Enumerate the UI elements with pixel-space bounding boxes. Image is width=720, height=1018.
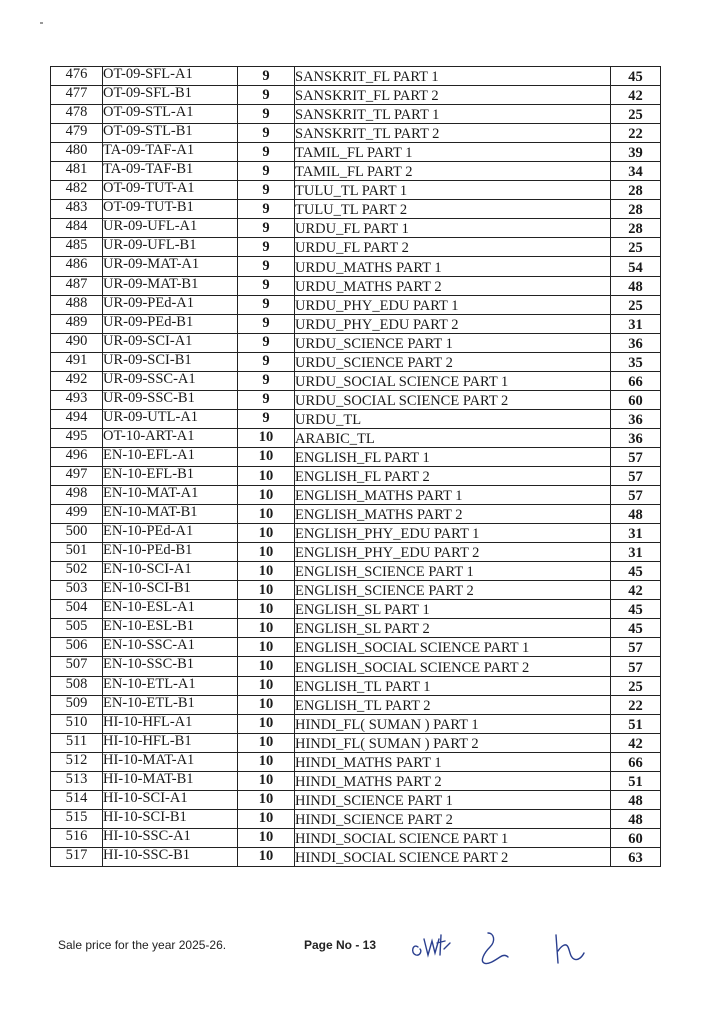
book-code-cell: UR-09-SSC-A1 [103,371,238,390]
table-row [51,409,661,428]
price-cell: 48 [611,505,661,524]
table-row [51,371,661,390]
book-title-cell: SANSKRIT_FL PART 2 [295,86,611,105]
table-row [51,619,661,638]
price-cell: 28 [611,181,661,200]
book-title-cell: HINDI_FL( SUMAN ) PART 1 [295,714,611,733]
sl-no-cell: 504 [51,600,103,619]
sl-no-cell: 480 [51,143,103,162]
book-code-cell: TA-09-TAF-B1 [103,162,238,181]
table-row [51,181,661,200]
book-code-cell: EN-10-ESL-B1 [103,619,238,638]
table-row [51,257,661,276]
sl-no-cell: 486 [51,257,103,276]
book-code-cell: HI-10-HFL-A1 [103,714,238,733]
table-row [51,809,661,828]
class-cell: 9 [238,352,295,371]
table-row [51,714,661,733]
sl-no-cell: 491 [51,352,103,371]
table-row [51,752,661,771]
price-cell: 31 [611,524,661,543]
book-code-cell: EN-10-ETL-B1 [103,695,238,714]
signatures [410,925,610,975]
book-title-cell: TAMIL_FL PART 1 [295,143,611,162]
class-cell: 9 [238,390,295,409]
class-cell: 10 [238,676,295,695]
book-code-cell: EN-10-ESL-A1 [103,600,238,619]
book-code-cell: OT-09-TUT-A1 [103,181,238,200]
table-row [51,314,661,333]
book-title-cell: ENGLISH_PHY_EDU PART 1 [295,524,611,543]
sl-no-cell: 497 [51,466,103,485]
sl-no-cell: 512 [51,752,103,771]
class-cell: 10 [238,771,295,790]
class-cell: 10 [238,619,295,638]
class-cell: 10 [238,486,295,505]
sl-no-cell: 500 [51,524,103,543]
sl-no-cell: 505 [51,619,103,638]
book-title-cell: HINDI_MATHS PART 1 [295,752,611,771]
class-cell: 10 [238,428,295,447]
book-title-cell: URDU_MATHS PART 1 [295,257,611,276]
book-title-cell: ENGLISH_SL PART 2 [295,619,611,638]
class-cell: 10 [238,505,295,524]
book-title-cell: ENGLISH_SOCIAL SCIENCE PART 2 [295,657,611,676]
book-title-cell: ENGLISH_TL PART 1 [295,676,611,695]
sl-no-cell: 496 [51,447,103,466]
book-code-cell: EN-10-PEd-B1 [103,543,238,562]
table-row [51,86,661,105]
book-title-cell: HINDI_SOCIAL SCIENCE PART 2 [295,847,611,866]
book-title-cell: ENGLISH_MATHS PART 2 [295,505,611,524]
book-code-cell: UR-09-SCI-B1 [103,352,238,371]
price-cell: 63 [611,847,661,866]
table-row [51,333,661,352]
book-title-cell: URDU_TL [295,409,611,428]
book-title-cell: TULU_TL PART 1 [295,181,611,200]
price-cell: 57 [611,657,661,676]
price-cell: 25 [611,238,661,257]
sl-no-cell: 499 [51,505,103,524]
sl-no-cell: 492 [51,371,103,390]
book-title-cell: ENGLISH_FL PART 1 [295,447,611,466]
table-row [51,733,661,752]
book-code-cell: HI-10-SSC-A1 [103,828,238,847]
class-cell: 9 [238,219,295,238]
class-cell: 9 [238,295,295,314]
book-title-cell: HINDI_MATHS PART 2 [295,771,611,790]
table-row [51,505,661,524]
price-cell: 48 [611,809,661,828]
price-cell: 60 [611,828,661,847]
book-title-cell: URDU_PHY_EDU PART 2 [295,314,611,333]
price-cell: 51 [611,714,661,733]
book-code-cell: EN-10-SCI-B1 [103,581,238,600]
book-code-cell: HI-10-HFL-B1 [103,733,238,752]
book-code-cell: OT-09-SFL-B1 [103,86,238,105]
sl-no-cell: 503 [51,581,103,600]
class-cell: 9 [238,371,295,390]
class-cell: 9 [238,86,295,105]
book-code-cell: HI-10-SSC-B1 [103,847,238,866]
book-title-cell: ENGLISH_FL PART 2 [295,466,611,485]
table-row [51,847,661,866]
table-row [51,105,661,124]
price-cell: 34 [611,162,661,181]
table-row [51,695,661,714]
price-table-body [51,67,661,867]
price-cell: 57 [611,486,661,505]
book-title-cell: URDU_FL PART 1 [295,219,611,238]
sl-no-cell: 510 [51,714,103,733]
sl-no-cell: 508 [51,676,103,695]
price-cell: 25 [611,295,661,314]
table-row [51,676,661,695]
signature-3 [556,935,584,963]
price-cell: 35 [611,352,661,371]
price-cell: 45 [611,562,661,581]
class-cell: 10 [238,600,295,619]
price-cell: 45 [611,67,661,86]
price-cell: 51 [611,771,661,790]
table-row [51,581,661,600]
price-table [50,66,661,867]
sale-price-note: Sale price for the year 2025-26. [58,938,227,952]
class-cell: 9 [238,314,295,333]
book-title-cell: URDU_PHY_EDU PART 1 [295,295,611,314]
book-code-cell: EN-10-MAT-A1 [103,486,238,505]
book-title-cell: URDU_SOCIAL SCIENCE PART 1 [295,371,611,390]
book-code-cell: UR-09-MAT-A1 [103,257,238,276]
book-code-cell: OT-09-STL-A1 [103,105,238,124]
class-cell: 9 [238,181,295,200]
class-cell: 10 [238,447,295,466]
price-cell: 57 [611,447,661,466]
book-code-cell: EN-10-MAT-B1 [103,505,238,524]
class-cell: 10 [238,809,295,828]
book-code-cell: UR-09-PEd-A1 [103,295,238,314]
sl-no-cell: 498 [51,486,103,505]
book-code-cell: UR-09-PEd-B1 [103,314,238,333]
book-title-cell: URDU_SCIENCE PART 1 [295,333,611,352]
book-title-cell: ENGLISH_MATHS PART 1 [295,486,611,505]
book-title-cell: ARABIC_TL [295,428,611,447]
book-code-cell: HI-10-SCI-A1 [103,790,238,809]
book-title-cell: ENGLISH_SCIENCE PART 2 [295,581,611,600]
class-cell: 10 [238,543,295,562]
sl-no-cell: 487 [51,276,103,295]
price-cell: 28 [611,200,661,219]
sl-no-cell: 485 [51,238,103,257]
book-code-cell: OT-09-TUT-B1 [103,200,238,219]
sl-no-cell: 493 [51,390,103,409]
price-cell: 45 [611,619,661,638]
book-code-cell: EN-10-EFL-A1 [103,447,238,466]
table-row [51,276,661,295]
book-title-cell: URDU_FL PART 2 [295,238,611,257]
class-cell: 10 [238,847,295,866]
sl-no-cell: 501 [51,543,103,562]
price-cell: 45 [611,600,661,619]
class-cell: 10 [238,695,295,714]
book-title-cell: ENGLISH_TL PART 2 [295,695,611,714]
sl-no-cell: 507 [51,657,103,676]
table-row [51,790,661,809]
book-code-cell: EN-10-SSC-B1 [103,657,238,676]
sl-no-cell: 494 [51,409,103,428]
book-code-cell: EN-10-SSC-A1 [103,638,238,657]
table-row [51,238,661,257]
table-row [51,600,661,619]
table-row [51,486,661,505]
book-title-cell: SANSKRIT_TL PART 2 [295,124,611,143]
book-code-cell: EN-10-EFL-B1 [103,466,238,485]
sl-no-cell: 517 [51,847,103,866]
price-cell: 54 [611,257,661,276]
book-code-cell: OT-09-SFL-A1 [103,67,238,86]
book-title-cell: ENGLISH_SL PART 1 [295,600,611,619]
price-cell: 42 [611,581,661,600]
class-cell: 10 [238,466,295,485]
price-cell: 66 [611,752,661,771]
signature-2 [482,933,508,964]
class-cell: 10 [238,733,295,752]
price-cell: 28 [611,219,661,238]
class-cell: 10 [238,828,295,847]
price-cell: 31 [611,314,661,333]
sl-no-cell: 495 [51,428,103,447]
book-title-cell: TULU_TL PART 2 [295,200,611,219]
book-title-cell: HINDI_FL( SUMAN ) PART 2 [295,733,611,752]
class-cell: 9 [238,200,295,219]
class-cell: 9 [238,124,295,143]
table-row [51,200,661,219]
book-code-cell: EN-10-ETL-A1 [103,676,238,695]
table-row [51,295,661,314]
class-cell: 9 [238,105,295,124]
class-cell: 10 [238,657,295,676]
table-row [51,828,661,847]
sl-no-cell: 515 [51,809,103,828]
price-cell: 36 [611,409,661,428]
sl-no-cell: 489 [51,314,103,333]
sl-no-cell: 483 [51,200,103,219]
price-cell: 25 [611,676,661,695]
class-cell: 9 [238,333,295,352]
sl-no-cell: 509 [51,695,103,714]
book-title-cell: ENGLISH_SCIENCE PART 1 [295,562,611,581]
sl-no-cell: 481 [51,162,103,181]
price-cell: 48 [611,276,661,295]
table-row [51,638,661,657]
price-cell: 31 [611,543,661,562]
price-cell: 57 [611,466,661,485]
price-cell: 36 [611,428,661,447]
sl-no-cell: 514 [51,790,103,809]
book-code-cell: EN-10-SCI-A1 [103,562,238,581]
book-title-cell: URDU_MATHS PART 2 [295,276,611,295]
class-cell: 10 [238,524,295,543]
table-row [51,543,661,562]
sl-no-cell: 476 [51,67,103,86]
table-row [51,390,661,409]
book-title-cell: HINDI_SCIENCE PART 2 [295,809,611,828]
price-cell: 22 [611,695,661,714]
table-row [51,657,661,676]
price-cell: 60 [611,390,661,409]
signature-initials-1 [413,935,450,955]
class-cell: 9 [238,409,295,428]
book-code-cell: UR-09-SCI-A1 [103,333,238,352]
book-title-cell: URDU_SOCIAL SCIENCE PART 2 [295,390,611,409]
book-code-cell: HI-10-MAT-B1 [103,771,238,790]
book-title-cell: SANSKRIT_TL PART 1 [295,105,611,124]
book-code-cell: OT-10-ART-A1 [103,428,238,447]
book-title-cell: HINDI_SCIENCE PART 1 [295,790,611,809]
book-title-cell: SANSKRIT_FL PART 1 [295,67,611,86]
book-code-cell: UR-09-SSC-B1 [103,390,238,409]
book-code-cell: UR-09-MAT-B1 [103,276,238,295]
sl-no-cell: 490 [51,333,103,352]
table-row [51,352,661,371]
class-cell: 10 [238,790,295,809]
price-cell: 39 [611,143,661,162]
class-cell: 10 [238,562,295,581]
book-code-cell: UR-09-UFL-B1 [103,238,238,257]
table-row [51,143,661,162]
sl-no-cell: 513 [51,771,103,790]
table-row [51,562,661,581]
class-cell: 10 [238,638,295,657]
sl-no-cell: 478 [51,105,103,124]
sl-no-cell: 477 [51,86,103,105]
book-title-cell: ENGLISH_SOCIAL SCIENCE PART 1 [295,638,611,657]
table-row [51,466,661,485]
table-row [51,428,661,447]
table-row [51,162,661,181]
price-cell: 57 [611,638,661,657]
class-cell: 9 [238,276,295,295]
table-row [51,771,661,790]
class-cell: 9 [238,67,295,86]
table-row [51,524,661,543]
scan-speck [40,22,43,24]
book-title-cell: ENGLISH_PHY_EDU PART 2 [295,543,611,562]
book-code-cell: OT-09-STL-B1 [103,124,238,143]
sl-no-cell: 516 [51,828,103,847]
book-title-cell: HINDI_SOCIAL SCIENCE PART 1 [295,828,611,847]
class-cell: 9 [238,162,295,181]
table-row [51,219,661,238]
table-row [51,124,661,143]
sl-no-cell: 484 [51,219,103,238]
class-cell: 9 [238,257,295,276]
book-code-cell: HI-10-MAT-A1 [103,752,238,771]
book-code-cell: UR-09-UTL-A1 [103,409,238,428]
sl-no-cell: 479 [51,124,103,143]
price-cell: 42 [611,733,661,752]
price-cell: 36 [611,333,661,352]
book-code-cell: HI-10-SCI-B1 [103,809,238,828]
sl-no-cell: 511 [51,733,103,752]
book-code-cell: TA-09-TAF-A1 [103,143,238,162]
sl-no-cell: 488 [51,295,103,314]
class-cell: 9 [238,238,295,257]
book-code-cell: EN-10-PEd-A1 [103,524,238,543]
price-cell: 25 [611,105,661,124]
class-cell: 10 [238,581,295,600]
book-title-cell: URDU_SCIENCE PART 2 [295,352,611,371]
class-cell: 9 [238,143,295,162]
class-cell: 10 [238,752,295,771]
page-number: Page No - 13 [304,938,377,952]
sl-no-cell: 502 [51,562,103,581]
class-cell: 10 [238,714,295,733]
price-cell: 22 [611,124,661,143]
price-cell: 42 [611,86,661,105]
table-row [51,447,661,466]
table-row [51,67,661,86]
sl-no-cell: 506 [51,638,103,657]
sl-no-cell: 482 [51,181,103,200]
price-cell: 48 [611,790,661,809]
book-code-cell: UR-09-UFL-A1 [103,219,238,238]
price-cell: 66 [611,371,661,390]
book-title-cell: TAMIL_FL PART 2 [295,162,611,181]
